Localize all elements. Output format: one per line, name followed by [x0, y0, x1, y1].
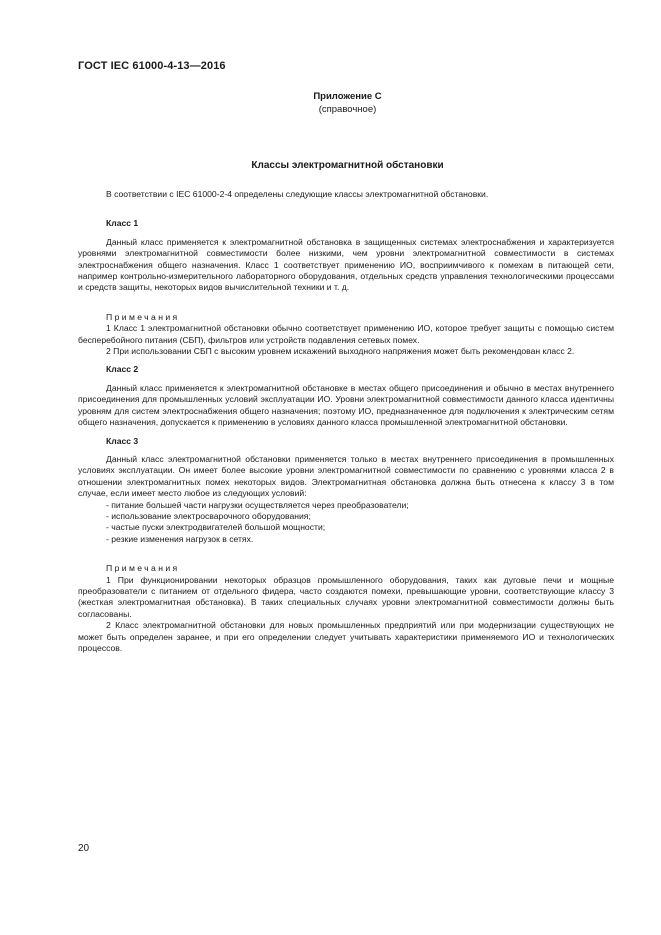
class1-note: 1 Класс 1 электромагнитной обстановки обычно соответствует применению ИО, которое требует защиты с помощью систем бесперебойного питания (СБП), фильтров или устройств подавления сетевых помех.	[78, 323, 614, 345]
document-body	[78, 189, 614, 654]
class1-text: Данный класс применяется к электромагнитной обстановка в защищенных системах электроснабжения и характеризуется уровнями электромагнитной совместимости более низкими, чем уровни электромагнитной совместимости в системах электроснабжения общего назначения. Класс 1 соответствует применению ИО, восприимчивого к помехам в питающей сети, например контрольно-измерительного лабораторного оборудования, отдельных средств управления технологическими процессами и средств защиты, некоторых видов вычислительной техники и т. д.	[78, 236, 614, 293]
document-code-header: ГОСТ IEC 61000-4-13—2016	[78, 60, 226, 72]
class3-list-item: - резкие изменения нагрузок в сетях.	[106, 533, 254, 544]
class1-heading: Класс 1	[106, 218, 139, 229]
class3-list-item: - питание большей части нагрузки осуществляется через преобразователи;	[106, 499, 409, 510]
class2-text: Данный класс применяется к электромагнитной обстановке в местах общего присоединения и обычно в местах внутреннего присоединения для промышленных условий эксплуатации ИО. Уровни электромагнитной совместимости данного класса идентичны уровням для систем электроснабжения общего назначения; поэтому ИО, предназначенное для подключения к электрическим сетям общего назначения, допускается к применению в условиях данного класса промышленной электромагнитной обстановки.	[78, 382, 614, 428]
class3-list-item: - использование электросварочного оборудования;	[106, 510, 311, 521]
annex-title: Приложение С	[313, 91, 382, 102]
class3-notes-heading: Примечания	[106, 563, 180, 574]
page-number: 20	[78, 843, 90, 854]
class3-text: Данный класс электромагнитной обстановки применяется только в местах внутреннего присоединения в промышленных условиях эксплуатации. Он имеет более высокие уровни электромагнитной совместимости по сравнению с уровнями класса 2 в отношении электромагнитных помех некоторых видов. Электромагнитная обстановка должна быть отнесена к классу 3 в том случае, если имеет место любое из следующих условий:	[78, 453, 614, 499]
class3-note: 2 Класс электромагнитной обстановки для новых промышленных предприятий или при модернизации существующих не может быть определен заранее, и при его определении следует учитывать характеристики применяемого ИО и технологических процессов.	[78, 620, 614, 653]
class1-note: 2 При использовании СБП с высоким уровнем искажений выходного напряжения может быть рекомендован класс 2.	[106, 346, 575, 357]
class1-notes-heading: Примечания	[106, 311, 180, 322]
annex-subtitle: (справочное)	[318, 104, 377, 115]
class3-list-item: - частые пуски электродвигателей большой мощности;	[106, 522, 326, 533]
class3-note: 1 При функционировании некоторых образцов промышленного оборудования, таких как дуговые печи и мощные преобразователи с питанием от отдельного фидера, часто создаются помехи, превышающие уровни, соответствующие классу 3 (жесткая электромагнитная обстановка). В таких специальных случаях уровни электромагнитной совместимости должны быть согласованы.	[78, 574, 614, 619]
annex-heading	[0, 90, 661, 116]
intro-paragraph: В соответствии с IEC 61000-2-4 определены следующие классы электромагнитной обстановки.	[106, 189, 489, 199]
class3-heading: Класс 3	[106, 435, 139, 446]
class2-heading: Класс 2	[106, 364, 139, 375]
section-title: Классы электромагнитной обстановки	[251, 160, 444, 171]
